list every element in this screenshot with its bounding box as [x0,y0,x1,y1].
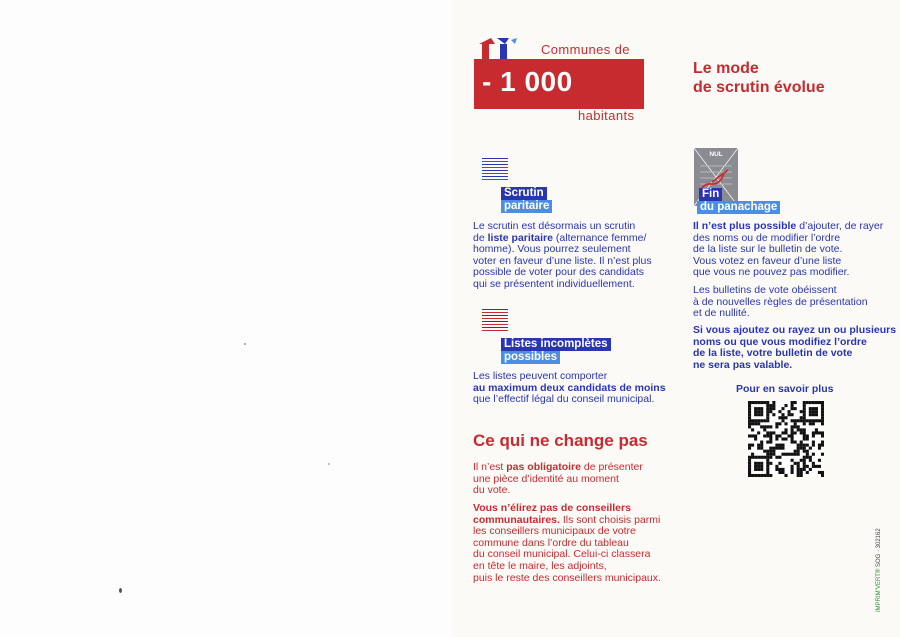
text-line: et de nullité. [693,307,750,320]
text-line: que vous ne pouvez pas modifier. [693,266,850,279]
text-line: de la liste sur le bulletin de vote. [693,243,843,256]
text-line: au maximum deux candidats de moins [473,381,666,394]
en-savoir-plus-label: Pour en savoir plus [736,383,834,395]
text-line: possible de voter pour des candidats [473,266,645,279]
text-line: qui se présentent individuellement. [473,277,635,290]
text-line: communautaires. Ils sont choisis parmi [473,513,661,526]
text-line: en tête le maire, les adjoints, [473,559,607,572]
text-line: Il n’est pas obligatoire de présenter [473,461,643,473]
text-line: commune dans l’ordre du tableau [473,536,629,549]
listes-stripes-icon [482,309,508,331]
listes-incompletes-text [473,371,666,406]
text-line: Il n’est plus possible d’ajouter, de rayer [693,220,884,232]
imprim-vert-mark: IMPRIM’VERT® SOG · 302162 [876,528,882,612]
text-line: Si vous ajoutez ou rayez un ou plusieurs [693,324,897,336]
text-line: Les listes peuvent comporter [473,370,608,382]
text-line: Le scrutin est désormais un scrutin [473,220,636,232]
communes-label: Communes de [541,42,630,57]
text-line: des noms ou de modifier l’ordre [693,231,841,244]
qr-code-icon[interactable] [748,401,824,477]
text-line: de la liste, votre bulletin de vote [693,347,853,360]
text-line: les conseillers municipaux de votre [473,525,636,538]
text-line: homme). Vous pourrez seulement [473,243,631,256]
text-line: une pièce d’identité au moment [473,472,619,485]
listes-incompletes-badge: Listes incomplètes possibles [501,338,611,364]
ce-qui-ne-change-pas-title: Ce qui ne change pas [473,431,648,450]
bulletins-nullite-text [693,285,868,320]
habitants-label: habitants [578,108,635,123]
text-line: que l’effectif légal du conseil municipal. [473,393,655,406]
text-line: voter en faveur d’une liste. Il n’est plus [473,254,652,267]
fin-panachage-badge: Fin du panachage [697,188,780,214]
panachage-text [693,221,883,279]
bulletin-non-valable-text [693,325,896,371]
text-line: Vous n’élirez pas de conseillers [473,502,631,514]
identite-text [473,462,643,497]
text-line: Vous votez en faveur d’une liste [693,254,842,267]
text-line: noms ou que vous modifiez l’ordre [693,335,867,348]
text-line: du vote. [473,484,511,497]
scrutin-paritaire-badge: Scrutin paritaire [501,187,552,213]
text-line: ne sera pas valable. [693,358,793,371]
commune-logo-icon [477,36,517,60]
text-line: de liste paritaire (alternance femme/ [473,231,647,244]
banner-number: - 1 000 [482,66,573,97]
mode-scrutin-title: Le mode de scrutin évolue [693,60,825,96]
paritaire-stripes-icon [482,158,508,180]
nul-label: NUL [709,151,723,158]
text-line: puis le reste des conseillers municipaux. [473,571,661,584]
conseillers-text [473,503,661,584]
text-line: à de nouvelles règles de présentation [693,295,868,308]
text-line: du conseil municipal. Celui-ci classera [473,548,651,561]
text-line: Les bulletins de vote obéissent [693,284,837,296]
scrutin-paritaire-text [473,221,652,291]
